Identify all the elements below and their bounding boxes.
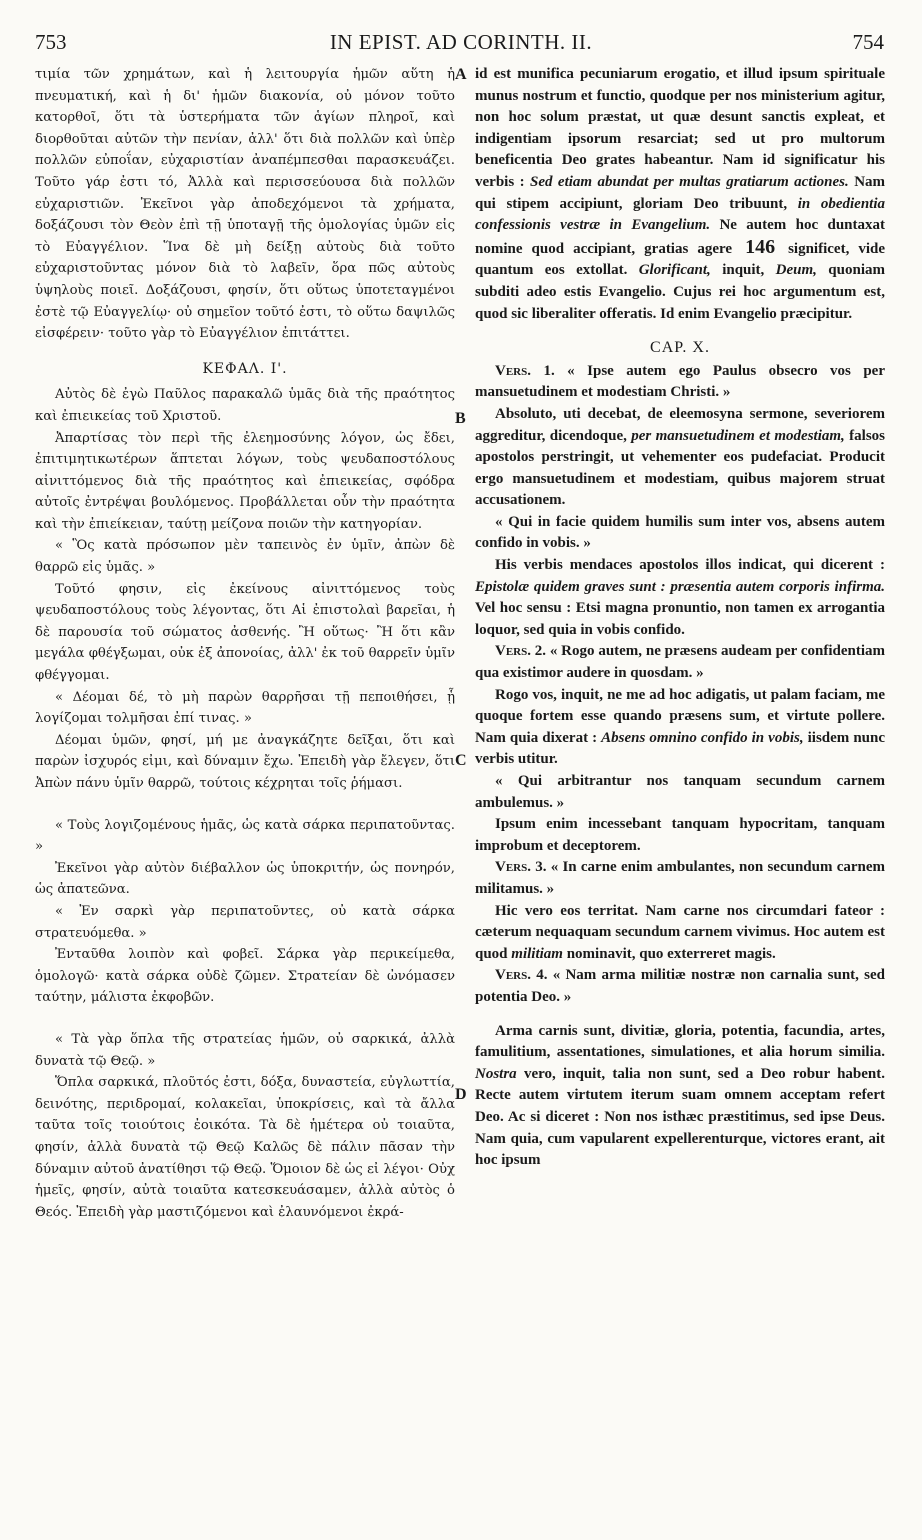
latin-paragraph xyxy=(475,404,885,512)
latin-text: iisdem nunc verbis utitur. xyxy=(475,729,886,768)
latin-quote: Nostra xyxy=(475,1065,517,1082)
verse-label: Vers. 4. xyxy=(495,967,548,984)
latin-quote: in obedientia confessionis vestræ in Evangelium. xyxy=(475,195,885,234)
latin-verse xyxy=(475,361,885,404)
latin-text: nominavit, quo exterreret magis. xyxy=(566,945,776,962)
latin-quote: Absens omnino confido in vobis, xyxy=(601,729,804,746)
latin-text: quoniam subditi adeo estis Evangelio. Cujus rei hoc argumentum est, quod sic liberaliter offeratis. Id enim Evangelio præcipitur. xyxy=(475,262,885,322)
greek-paragraph: Τοῦτό φησιν, εἰς ἐκείνους αἰνιττόμενος τοὺς ψευδαποστόλους τοὺς λέγοντας, ὅτι Αἱ ἐπιστολαὶ βαρεῖαι, ἡ δὲ παρουσία τοῦ σώματος ἀσθενής. Ἢ οὕτως· Ἢ ὅτι κἂν μεγάλα φθέγξωμαι, οὐκ ἐξ ἀπονοίας, ἀλλ' ἐκ τοῦ θαρρεῖν ὑμῖν φθέγγομαι. xyxy=(35,581,455,684)
greek-paragraph: Δέομαι ὑμῶν, φησί, μή με ἀναγκάζητε δεῖξαι, ὅτι καὶ παρὼν ἰσχυρός εἰμι, καὶ δύναμιν ἔχω. Ἐπειδὴ γὰρ ἔλεγεν, ὅτι Ἀπὼν πάνυ ὑμῖν θαρρῶ, τούτοις κέχρηται τοῖς ῥήμασι. xyxy=(35,732,455,791)
greek-verse: Αὐτὸς δὲ ἐγὼ Παῦλος παρακαλῶ ὑμᾶς διὰ τῆς πραότητος καὶ ἐπιεικείας τοῦ Χριστοῦ. xyxy=(35,387,455,424)
page-number-right: 754 xyxy=(852,30,884,54)
latin-quote: per mansuetudinem et modestiam, xyxy=(631,427,845,444)
verse-label: Vers. 3. xyxy=(495,859,547,876)
page-header xyxy=(0,30,922,60)
latin-verse: « Qui arbitrantur nos tanquam secundum carnem ambulemus. » xyxy=(475,773,885,811)
greek-paragraph: Ὅπλα σαρκικά, πλοῦτός ἐστι, δόξα, δυναστεία, εὐγλωττία, δεινότης, περιδρομαί, κολακεῖαι, ὑποκρίσεις, καὶ τὰ ἄλλα ταῦτα τοῖς τοιούτοις ἐοικότα. Τὰ δὲ ἡμέτερα οὐ τοιαῦτα, φησίν, ἀλλὰ δυνατὰ τῷ Θεῷ Καλῶς δὲ πάλιν πᾶσαν τὴν δύναμιν αὐτοῦ ἀνατίθησι τῷ Θεῷ. Ὅμοιον δὲ ὡς εἰ λέγοι· Οὐχ ἡμεῖς, φησίν, αὐτὰ τοιαῦτα κατεσκευάσαμεν, ἀλλὰ αὐτὸς ὁ Θεός. Ἐπειδὴ γὰρ μαστιζόμενοι καὶ ἐλαυνόμενοι ἐκρά- xyxy=(35,1075,455,1220)
margin-marker-c: C xyxy=(455,752,467,769)
greek-verse: « Ἐν σαρκὶ γὰρ περιπατοῦντες, οὐ κατὰ σάρκα στρατευόμεθα. » xyxy=(35,903,455,941)
latin-verse: « Qui in facie quidem humilis sum inter vos, absens autem confido in vobis. » xyxy=(475,513,885,552)
latin-text: vero, inquit, talia non sunt, sed a Deo robur habent. Recte autem virtutem iterum suam omnem acceptam refert Deo. Ac si diceret : Non nos isthæc præstitimus, sed ipse Deus. Nam quia, cum vapularent expellerenturque, victores erant, ait hoc ipsum xyxy=(475,1065,886,1169)
latin-text: « Nam arma militiæ nostræ non carnalia sunt, sed potentia Deo. » xyxy=(475,967,885,1005)
latin-verse xyxy=(475,857,885,900)
latin-quote: Deum, xyxy=(775,262,817,279)
latin-verse xyxy=(475,965,885,1008)
latin-quote: Glorificant, xyxy=(638,262,711,279)
latin-text: Ne autem hoc duntaxat nomine quod accipiant, gratias agere xyxy=(475,217,885,257)
verse-label: Vers. 2. xyxy=(495,643,547,660)
latin-text: inquit, xyxy=(722,262,765,279)
latin-text: His verbis mendaces apostolos illos indicat, qui dicerent : xyxy=(495,557,885,574)
latin-text: Arma carnis sunt, divitiæ, gloria, potentia, facundia, artes, famulitium, assentationes, simulationes, et alia horum similia. xyxy=(475,1022,885,1061)
latin-column xyxy=(475,64,885,1172)
page-number-left: 753 xyxy=(35,30,67,54)
latin-text: « Ipse autem ego Paulus obsecro vos per mansuetudinem et modestiam Christi. » xyxy=(475,362,885,401)
latin-paragraph xyxy=(475,901,885,966)
latin-text: id est munifica pecuniarum erogatio, et illud ipsum spirituale munus nostrum et functio, quodque per nos ministerium agitur, non hoc solum præstat, ut quæ desunt sanctis expleat, et indigentiam ipsorum resarciat; sed ut pro multorum beneficentia Deo grates habeantur. Nam id significatur his verbis : xyxy=(475,66,885,190)
latin-paragraph: Ipsum enim incessebant tanquam hypocritam, tanquam improbum et deceptorem. xyxy=(475,816,885,854)
margin-marker-b: B xyxy=(455,410,466,427)
latin-chapter-heading: CAP. X. xyxy=(650,339,710,357)
running-title: IN EPIST. AD CORINTH. II. xyxy=(329,30,593,54)
latin-quote: Sed etiam abundat per multas gratiarum actiones. xyxy=(530,173,849,190)
margin-marker-a: A xyxy=(455,66,467,83)
latin-paragraph xyxy=(475,555,885,641)
latin-text: Hic vero eos territat. Nam carne nos circumdari fateor : cæterum nequaquam secundum carnem vivimus. Hoc autem est quod xyxy=(475,902,885,962)
greek-verse: « Ὃς κατὰ πρόσωπον μὲν ταπεινὸς ἐν ὑμῖν, ἀπὼν δὲ θαρρῶ εἰς ὑμᾶς. » xyxy=(35,538,455,576)
latin-text: « In carne enim ambulantes, non secundum carnem militamus. » xyxy=(475,859,886,897)
latin-text: Absoluto, uti decebat, de eleemosyna sermone, severiorem aggreditur, dicendoque, xyxy=(475,405,885,444)
column-number: 146 xyxy=(745,235,776,258)
latin-text: « Rogo autem, ne præsens audeam per confidentiam qua existimor audere in quosdam. » xyxy=(475,643,886,682)
latin-text: significet, vide quantum eos extollat. xyxy=(475,240,885,279)
latin-paragraph xyxy=(475,1021,885,1172)
greek-verse: « Τὰ γὰρ ὅπλα τῆς στρατείας ἡμῶν, οὐ σαρκικά, ἀλλὰ δυνατὰ τῷ Θεῷ. » xyxy=(35,1031,455,1069)
greek-paragraph: Ἀπαρτίσας τὸν περὶ τῆς ἐλεημοσύνης λόγον, ὡς ἔδει, ἐπιτιμητικωτέρων ἅπτεται λόγων, τοὺς ψευδαποστόλους αἰνιττόμενος διὰ τῆς πραότητος καὶ ἐπιεικείας, σφόδρα αὐτοῖς ἐντρέψαι βουλόμενος. Προβάλλεται οὖν τὴν πραότητα καὶ τὴν ἐπιείκειαν, ταύτῃ μείζονα ποιῶν τὴν κατηγορίαν. xyxy=(35,430,455,532)
greek-verse: « Δέομαι δέ, τὸ μὴ παρὼν θαρρῆσαι τῇ πεποιθήσει, ᾗ λογίζομαι τολμῆσαι ἐπί τινας. » xyxy=(35,689,455,727)
greek-paragraph: Ἐκεῖνοι γὰρ αὐτὸν διέβαλλον ὡς ὑποκριτήν, ὡς πονηρόν, ὡς ἀπατεῶνα. xyxy=(35,860,455,898)
greek-verse: « Τοὺς λογιζομένους ἡμᾶς, ὡς κατὰ σάρκα περιπατοῦντας. » xyxy=(35,817,455,855)
latin-paragraph xyxy=(475,685,885,771)
latin-quote: Epistolæ quidem graves sunt : præsentia autem corporis infirma. xyxy=(475,578,885,595)
latin-text: Nam qui stipem accipiunt, gloriam Deo tribuunt, xyxy=(475,173,886,212)
greek-paragraph: Ἐνταῦθα λοιπὸν καὶ φοβεῖ. Σάρκα γὰρ περικείμεθα, ὁμολογῶ· κατὰ σάρκα οὐδὲ ζῶμεν. Στρατείαν δὲ ὠνόμασεν ταύτην, μάλιστα ἐκφοβῶν. xyxy=(35,947,455,1006)
latin-verse xyxy=(475,641,885,684)
latin-paragraph xyxy=(475,64,885,325)
greek-chapter-heading: ΚΕΦΑΛ. Ι'. xyxy=(202,360,288,377)
verse-label: Vers. 1. xyxy=(495,362,555,379)
latin-text: Vel hoc sensu : Etsi magna pronuntio, non tamen ex arrogantia loquor, sed quia in vobis confido. xyxy=(475,600,885,638)
greek-column xyxy=(35,64,455,1223)
margin-marker-d: D xyxy=(455,1086,467,1103)
greek-paragraph: τιμία τῶν χρημάτων, καὶ ἡ λειτουργία ἡμῶν αὕτη ἡ πνευματική, καὶ ἡ δι' ἡμῶν διακονία, οὐ μόνον τοῦτο κατορθοῖ, ὅτι τὰ ὑστερήματα τῶν ἁγίων πληροῖ, καὶ διορθοῦται αὐτῶν τὴν πενίαν, ἀλλ' ὅτι διὰ πολλῶν καὶ ὑπὲρ πολλῶν εὐποΐαν, εὐχαριστίαν ἀναπέμπεσθαι παρασκευάζει. Τοῦτο γάρ ἐστι τό, Ἀλλὰ καὶ περισσεύουσα διὰ πολλῶν εὐχαριστιῶν. Ἐκεῖνοι γὰρ ἀποδεχόμενοι τὰ χρήματα, δοξάζουσι τὸν Θεὸν ἐπὶ τῇ ὑποταγῇ τῆς ὁμολογίας ὑμῶν εἰς τὸ Εὐαγγέλιον. Ἵνα δὲ μὴ δείξῃ αὐτοὺς διὰ τοῦτο εὐχαριστοῦντας μόνον διὰ τὸ λαβεῖν, ὅρα πῶς αὐτοὺς ὑψηλοὺς ποιεῖ. Δοξάζουσι, φησίν, ὅτι οὕτως ὑποτεταγμένοι ἐστὲ τῷ Εὐαγγελίῳ· οὐ σημεῖον τοῦτό ἐστι, τὸ οὕτω δαψιλῶς εἰσφέρειν· τοῦτο γὰρ τὸ Εὐαγγέλιον ἐπιτάττει. xyxy=(35,67,455,342)
latin-text: Rogo vos, inquit, ne me ad hoc adigatis, ut palam faciam, me quoque fortem esse quando præsens sum, et virtute pollere. Nam quia dixerat : xyxy=(475,686,885,746)
latin-text: falsos apostolos perstringit, ut vehementer eos pudefaciat. Producit ergo mansuetudinem et modestiam, quibus majorem struat accusationem. xyxy=(475,427,886,509)
latin-quote: militiam xyxy=(511,945,563,962)
